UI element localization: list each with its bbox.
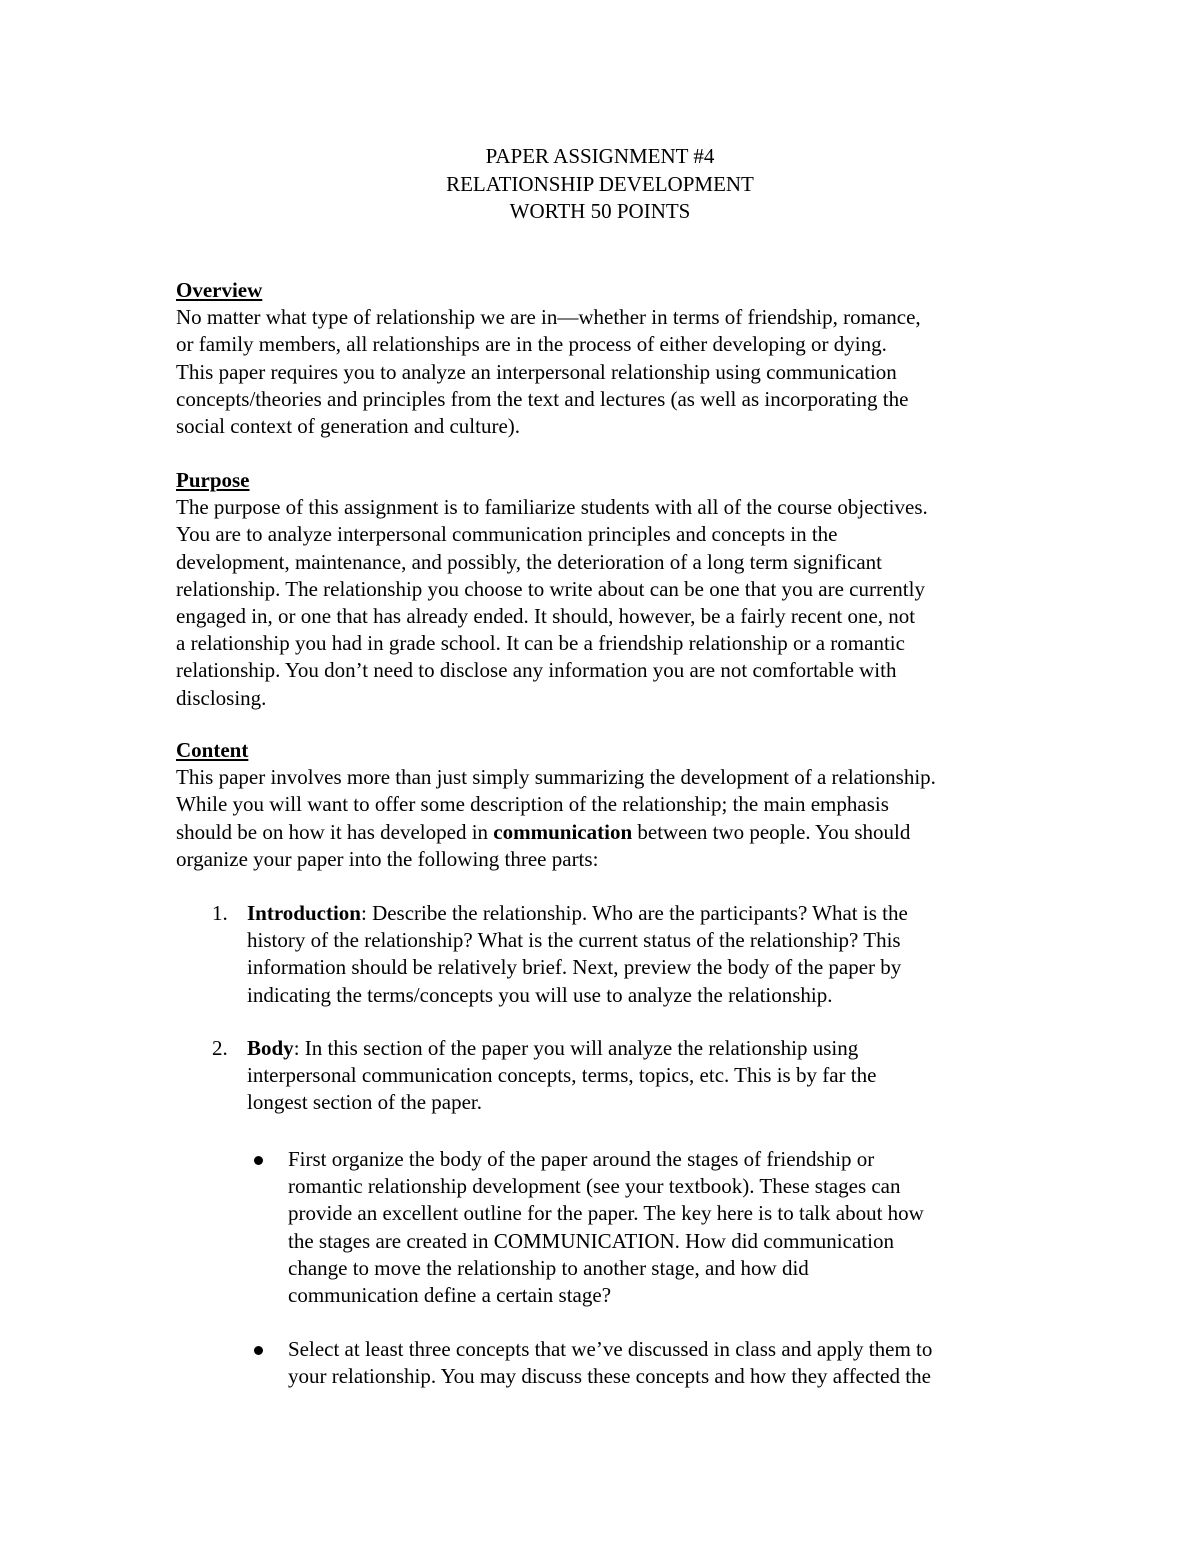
purpose-line: development, maintenance, and possibly, the deterioration of a long term significant [176,549,883,574]
purpose-line: The purpose of this assignment is to familiarize students with all of the course objectives. [176,495,928,520]
purpose-line: disclosing. [176,685,267,710]
communication-emphasis: communication [493,819,633,844]
purpose-line: a relationship you had in grade school. It can be a friendship relationship or a romantic [176,631,905,656]
purpose-line: You are to analyze interpersonal communication principles and concepts in the [176,522,838,547]
bullet-line: your relationship. You may discuss these concepts and how they affected the [288,1364,931,1389]
purpose-line: engaged in, or one that has already ended. It should, however, be a fairly recent one, not [176,604,916,629]
purpose-heading: Purpose [176,468,250,492]
list-item-line [247,900,1047,927]
purpose-line: relationship. You don’t need to disclose any information you are not comfortable with [176,658,897,683]
overview-line: social context of generation and culture). [176,414,521,439]
content-section [176,737,1056,873]
content-heading: Content [176,738,249,762]
content-line [176,819,1056,846]
bullet-line: First organize the body of the paper around the stages of friendship or [288,1147,875,1171]
purpose-line: relationship. The relationship you choose to write about can be one that you are currently [176,576,925,601]
content-line: organize your paper into the following three parts: [176,846,599,871]
overview-heading: Overview [176,278,263,302]
list-item-text: : In this section of the paper you will analyze the relationship using [293,1036,859,1060]
overview-line: or family members, all relationships are in the process of either developing or dying. [176,332,887,357]
bullet-line: Select at least three concepts that we’ve discussed in class and apply them to [288,1337,933,1361]
overview-line: concepts/theories and principles from the text and lectures (as well as incorporating the [176,386,909,411]
content-text: should be on how it has developed in [176,819,494,844]
purpose-section [176,467,1056,712]
list-item-body [247,1035,1047,1117]
overview-line: This paper requires you to analyze an interpersonal relationship using communication [176,359,897,384]
list-number: 2. [212,1036,228,1060]
list-item-line: history of the relationship? What is the current status of the relationship? This [247,928,901,953]
title-line-topic: RELATIONSHIP DEVELOPMENT [446,171,754,196]
bullet-body [288,1146,1068,1309]
content-text: between two people. You should [632,819,911,844]
content-line: While you will want to offer some description of the relationship; the main emphasis [176,792,889,817]
list-number: 1. [212,901,228,925]
list-item-body [247,900,1047,1009]
list-item-text: : Describe the relationship. Who are the participants? What is the [360,901,908,925]
bullet-line: change to move the relationship to another stage, and how did [288,1255,809,1280]
overview-section [176,277,1056,440]
bullet-line: communication define a certain stage? [288,1283,612,1308]
content-line: This paper involves more than just simply summarizing the development of a relationship. [176,765,936,790]
list-item-line: information should be relatively brief. Next, preview the body of the paper by [247,955,902,980]
bullet-icon [254,1156,263,1165]
overview-line: No matter what type of relationship we are in—whether in terms of friendship, romance, [176,305,921,330]
bullet-icon [254,1346,263,1355]
list-item-line: interpersonal communication concepts, terms, topics, etc. This is by far the [247,1063,877,1088]
list-item-line: longest section of the paper. [247,1090,483,1115]
body-label: Body [247,1036,294,1060]
document-title [0,143,1200,226]
title-line-assignment: PAPER ASSIGNMENT #4 [485,144,715,168]
list-item-line [247,1035,1047,1062]
title-line-points: WORTH 50 POINTS [509,199,691,223]
bullet-body [288,1336,1068,1390]
bullet-line: the stages are created in COMMUNICATION. How did communication [288,1228,894,1253]
bullet-line: romantic relationship development (see your textbook). These stages can [288,1174,901,1199]
list-item-line: indicating the terms/concepts you will use to analyze the relationship. [247,982,833,1007]
bullet-line: provide an excellent outline for the paper. The key here is to talk about how [288,1201,924,1226]
introduction-label: Introduction [247,901,361,925]
